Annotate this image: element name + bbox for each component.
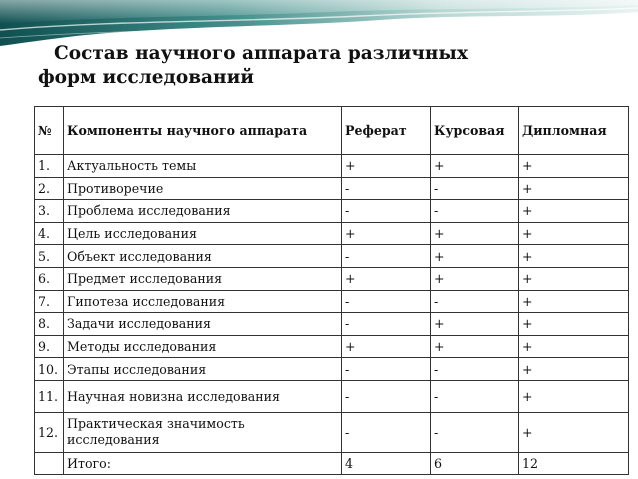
table-row <box>35 358 629 381</box>
header-thesis: Дипломная <box>519 107 629 155</box>
wave-decoration <box>0 0 638 46</box>
row-thesis: + <box>519 155 629 178</box>
row-component: Объект исследования <box>64 245 342 268</box>
header-coursework: Курсовая <box>431 107 519 155</box>
row-number: 9. <box>35 335 64 358</box>
page-title <box>38 42 468 90</box>
row-component: Актуальность темы <box>64 155 342 178</box>
row-essay: - <box>342 358 431 381</box>
row-thesis: + <box>519 290 629 313</box>
row-coursework: + <box>431 313 519 336</box>
total-thesis: 12 <box>519 452 629 474</box>
table-row <box>35 155 629 178</box>
table-row <box>35 313 629 336</box>
page-title-line-1: Состав научного аппарата различных <box>54 43 469 64</box>
row-number: 5. <box>35 245 64 268</box>
row-coursework: - <box>431 290 519 313</box>
total-essay: 4 <box>342 452 431 474</box>
row-essay: - <box>342 245 431 268</box>
row-component: Практическая значимость исследования <box>64 412 342 452</box>
row-number: 8. <box>35 313 64 336</box>
row-number: 3. <box>35 200 64 223</box>
total-coursework: 6 <box>431 452 519 474</box>
header-banner <box>0 0 638 46</box>
row-coursework: + <box>431 222 519 245</box>
row-essay: + <box>342 222 431 245</box>
row-component: Цель исследования <box>64 222 342 245</box>
row-component: Противоречие <box>64 177 342 200</box>
row-number: 11. <box>35 380 64 412</box>
research-components-table <box>34 106 629 475</box>
table-row <box>35 222 629 245</box>
header-components: Компоненты научного аппарата <box>64 107 342 155</box>
row-number: 10. <box>35 358 64 381</box>
row-coursework: - <box>431 412 519 452</box>
row-essay: - <box>342 412 431 452</box>
row-component: Научная новизна исследования <box>64 380 342 412</box>
table-row <box>35 380 629 412</box>
row-essay: - <box>342 313 431 336</box>
row-essay: - <box>342 200 431 223</box>
row-thesis: + <box>519 245 629 268</box>
header-number: № <box>35 107 64 155</box>
row-number: 12. <box>35 412 64 452</box>
row-number: 2. <box>35 177 64 200</box>
row-component: Методы исследования <box>64 335 342 358</box>
table-row <box>35 290 629 313</box>
row-number: 1. <box>35 155 64 178</box>
row-number: 4. <box>35 222 64 245</box>
row-component: Этапы исследования <box>64 358 342 381</box>
row-thesis: + <box>519 313 629 336</box>
row-component: Гипотеза исследования <box>64 290 342 313</box>
table-row <box>35 200 629 223</box>
row-thesis: + <box>519 200 629 223</box>
row-thesis: + <box>519 358 629 381</box>
page-title-line-2: форм исследований <box>38 67 255 88</box>
header-essay: Реферат <box>342 107 431 155</box>
row-thesis: + <box>519 412 629 452</box>
table-row <box>35 412 629 452</box>
table-row <box>35 335 629 358</box>
row-thesis: + <box>519 335 629 358</box>
row-essay: + <box>342 267 431 290</box>
table-row <box>35 177 629 200</box>
row-coursework: + <box>431 267 519 290</box>
row-thesis: + <box>519 222 629 245</box>
row-component: Предмет исследования <box>64 267 342 290</box>
row-essay: + <box>342 155 431 178</box>
row-thesis: + <box>519 380 629 412</box>
table-row <box>35 267 629 290</box>
table-total-row <box>35 452 629 474</box>
table-row <box>35 245 629 268</box>
row-coursework: - <box>431 380 519 412</box>
total-number <box>35 452 64 474</box>
row-number: 6. <box>35 267 64 290</box>
total-label: Итого: <box>64 452 342 474</box>
row-thesis: + <box>519 267 629 290</box>
row-coursework: - <box>431 358 519 381</box>
row-coursework: + <box>431 155 519 178</box>
row-component: Задачи исследования <box>64 313 342 336</box>
row-essay: + <box>342 335 431 358</box>
row-thesis: + <box>519 177 629 200</box>
row-essay: - <box>342 177 431 200</box>
row-coursework: + <box>431 335 519 358</box>
row-component: Проблема исследования <box>64 200 342 223</box>
row-essay: - <box>342 380 431 412</box>
table-header-row <box>35 107 629 155</box>
row-coursework: - <box>431 200 519 223</box>
row-number: 7. <box>35 290 64 313</box>
row-coursework: + <box>431 245 519 268</box>
row-essay: - <box>342 290 431 313</box>
row-coursework: - <box>431 177 519 200</box>
